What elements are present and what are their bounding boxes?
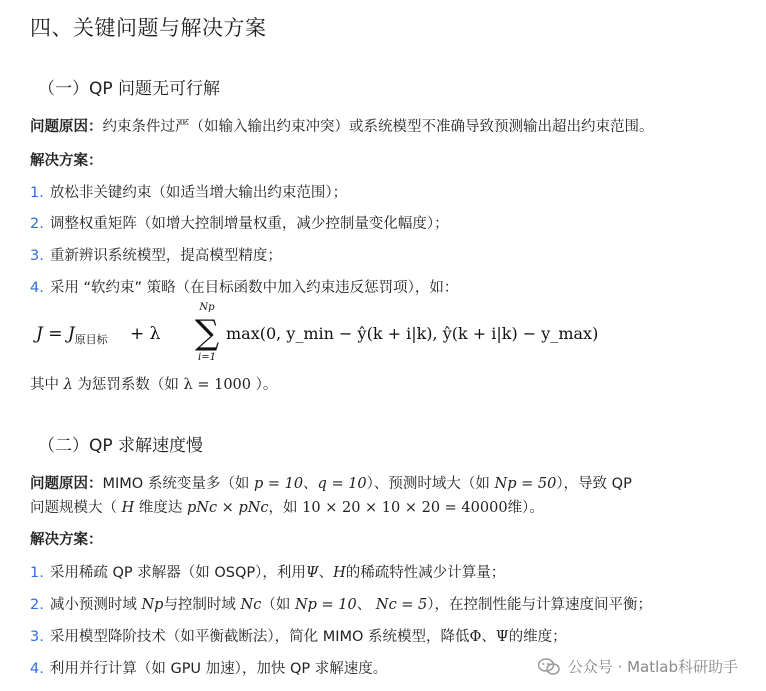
list-text: 放松非关键约束（如适当增大输出约束范围）； (49, 185, 348, 201)
list-text: 利用并行计算（如 GPU 加速），加快 QP 求解速度。 (49, 661, 388, 677)
list-text: 采用 “软约束” 策略（在目标函数中加入约束违反惩罚项），如： (49, 280, 459, 296)
math-np-value: Np = 10 (294, 597, 357, 613)
cause-text: 约束条件过严（如输入输出约束冲突）或系统模型不准确导致预测输出超出约束范围。 (102, 119, 654, 135)
list-item (30, 278, 458, 298)
note-lambda: λ (63, 377, 73, 393)
solution-colon: ： (88, 532, 103, 548)
math-nc: Nc (240, 597, 262, 613)
math-h: H (333, 565, 346, 581)
list-number: 2. (30, 597, 44, 613)
math-psi: Ψ (305, 565, 319, 581)
list-text: ），在控制性能与计算速度间平衡； (427, 597, 653, 613)
cause-sep: 、 (303, 476, 318, 492)
cause-paragraph-2-line2 (30, 498, 544, 518)
subsection-title-1: （一）QP 问题无可行解 (38, 79, 221, 99)
cause-colon: ： (88, 476, 103, 492)
math-np: Np = 50 (494, 476, 557, 492)
wechat-icon (538, 658, 560, 676)
sum-lower-limit: i=1 (198, 352, 216, 363)
note-mid: 为惩罚系数（如 (77, 377, 179, 393)
cause-text-c: ），导致 QP (556, 476, 632, 492)
list-text: 采用模型降阶技术（如平衡截断法），简化 MIMO 系统模型，降低 (49, 629, 470, 645)
cause-text-e: 维度达 (138, 500, 183, 516)
list-number: 2. (30, 216, 44, 232)
list-text: 采用稀疏 QP 求解器（如 OSQP），利用 (49, 565, 306, 581)
math-np: Np (141, 597, 164, 613)
list-item (30, 627, 567, 647)
math-h: H (121, 500, 135, 516)
list-item (30, 659, 387, 679)
penalty-note (30, 375, 277, 395)
note-suffix: ）。 (255, 377, 278, 393)
list-text: 调整权重矩阵（如增大控制增量权重，减少控制量变化幅度）； (49, 216, 449, 232)
list-number: 4. (30, 280, 44, 296)
list-item (30, 214, 449, 234)
cause-paragraph-1 (30, 117, 654, 137)
cause-text-d: 问题规模大（ (30, 500, 117, 516)
note-equation: λ = 1000 (183, 377, 251, 393)
list-text: （如 (261, 597, 291, 613)
list-item (30, 563, 505, 583)
cause-text-a: MIMO 系统变量多（如 (102, 476, 250, 492)
cause-text-g: 维）。 (507, 500, 544, 516)
list-item (30, 246, 282, 266)
cause-label: 问题原因 (30, 119, 88, 135)
solution-heading-2 (30, 530, 103, 550)
list-number: 4. (30, 661, 44, 677)
math-psi: Ψ (495, 629, 509, 645)
cause-text-f: ，如 (268, 500, 298, 516)
sigma-icon: ∑ (194, 313, 220, 353)
formula-plus-lambda: + λ (130, 324, 161, 344)
solution-label: 解决方案 (30, 153, 88, 169)
list-text: 、 (318, 565, 334, 581)
watermark-text: 公众号 · Matlab科研助手 (567, 658, 738, 676)
summation-symbol (192, 302, 222, 363)
list-item (30, 183, 347, 203)
formula-body: max(0, y_min − ŷ(k + i|k), ŷ(k + i|k) − y_max) (226, 324, 599, 343)
math-calc: 10 × 20 × 10 × 20 = 40000 (302, 500, 508, 516)
watermark (538, 656, 738, 677)
cause-label: 问题原因 (30, 476, 88, 492)
list-number: 1. (30, 565, 44, 581)
list-number: 1. (30, 185, 44, 201)
list-number: 3. (30, 629, 44, 645)
math-dimension: pNc × pNc (186, 500, 269, 516)
subsection-title-2: （二）QP 求解速度慢 (38, 436, 204, 456)
solution-heading-1 (30, 151, 103, 171)
list-text: 、 (356, 597, 372, 613)
soft-constraint-formula (36, 302, 599, 372)
list-text: 减小预测时域 (49, 597, 137, 613)
list-text: 的稀疏特性减少计算量； (345, 565, 506, 581)
math-nc-value: Nc = 5 (375, 597, 428, 613)
math-q: q = 10 (317, 476, 367, 492)
cause-colon: ： (88, 119, 103, 135)
solution-colon: ： (88, 153, 103, 169)
note-prefix: 其中 (30, 377, 59, 393)
section-title: 四、关键问题与解决方案 (30, 16, 267, 40)
cause-paragraph-2-line1 (30, 474, 632, 494)
list-text: 的维度； (508, 629, 567, 645)
sum-upper-limit: Np (199, 302, 215, 313)
list-item (30, 595, 652, 615)
list-number: 3. (30, 248, 44, 264)
list-text: 、 (481, 629, 496, 645)
cause-text-b: ）、预测时域大（如 (366, 476, 490, 492)
list-text: 重新辨识系统模型，提高模型精度； (49, 248, 282, 264)
formula-lhs: $J = J_{原目标}$ (36, 324, 108, 346)
solution-label: 解决方案 (30, 532, 88, 548)
math-p: p = 10 (253, 476, 304, 492)
math-phi: Φ (469, 629, 482, 645)
list-text: 与控制时域 (163, 597, 236, 613)
